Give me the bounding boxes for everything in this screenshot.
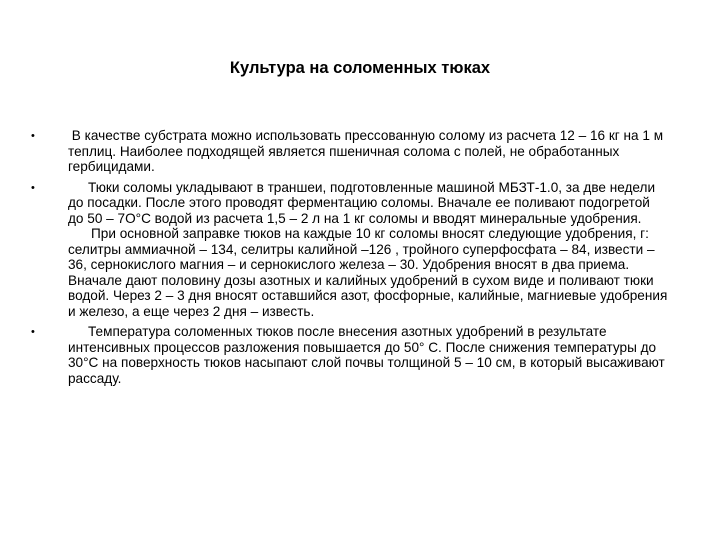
bullet-marker: • <box>31 181 35 194</box>
bullet-text-2: Тюки соломы укладывают в траншеи, подготовленные машиной МБЗТ-1.0, за две недели до посадки. После этого проводят ферментацию соломы. Вначале ее поливают подогретой до 50 – 7О°С водой из расчета 1,5 – 2 л на 1 кг соломы и вводят минеральные удобрения. <box>68 179 656 226</box>
bullet-text-3: Температура соломенных тюков после внесения азотных удобрений в результате интенсивных процессов разложения повышается до 50° С. После снижения температуры до 30°С на поверхность тюков насыпают слой почвы толщиной 5 – 10 см, в который высаживают рассаду. <box>68 324 665 386</box>
bullet-item-2 <box>31 179 668 320</box>
bullet-marker: • <box>31 326 35 338</box>
bullet-text-1: В качестве субстрата можно использовать прессованную солому из расчета 12 – 16 кг на 1 м теплиц. Наиболее подходящей является пшеничная солома с полей, не обработанных гербицидами. <box>68 128 667 174</box>
bullet-list <box>31 128 668 391</box>
bullet-item-1 <box>31 128 668 175</box>
bullet-marker: • <box>31 130 35 142</box>
bullet-item-3 <box>31 324 668 386</box>
slide-title: Культура на соломенных тюках <box>229 59 491 77</box>
bullet-text-2-continued: При основной заправке тюков на каждые 10 кг соломы вносят следующие удобрения, г: селитры аммиачной – 134, селитры калийной –126 , тройного суперфосфата – 84, извести – 36, сернокислого магния – и сернокислого железа – 30. Удобрения вносят в два приема. Вначале дают половину дозы азотных и калийных удобрений в сухом виде и поливают тюки водой. Через 2 – 3 дня вносят оставшийся азот, фосфорные, калийные, магниевые удобрения и железо, а еще через 2 дня – известь. <box>68 226 668 319</box>
